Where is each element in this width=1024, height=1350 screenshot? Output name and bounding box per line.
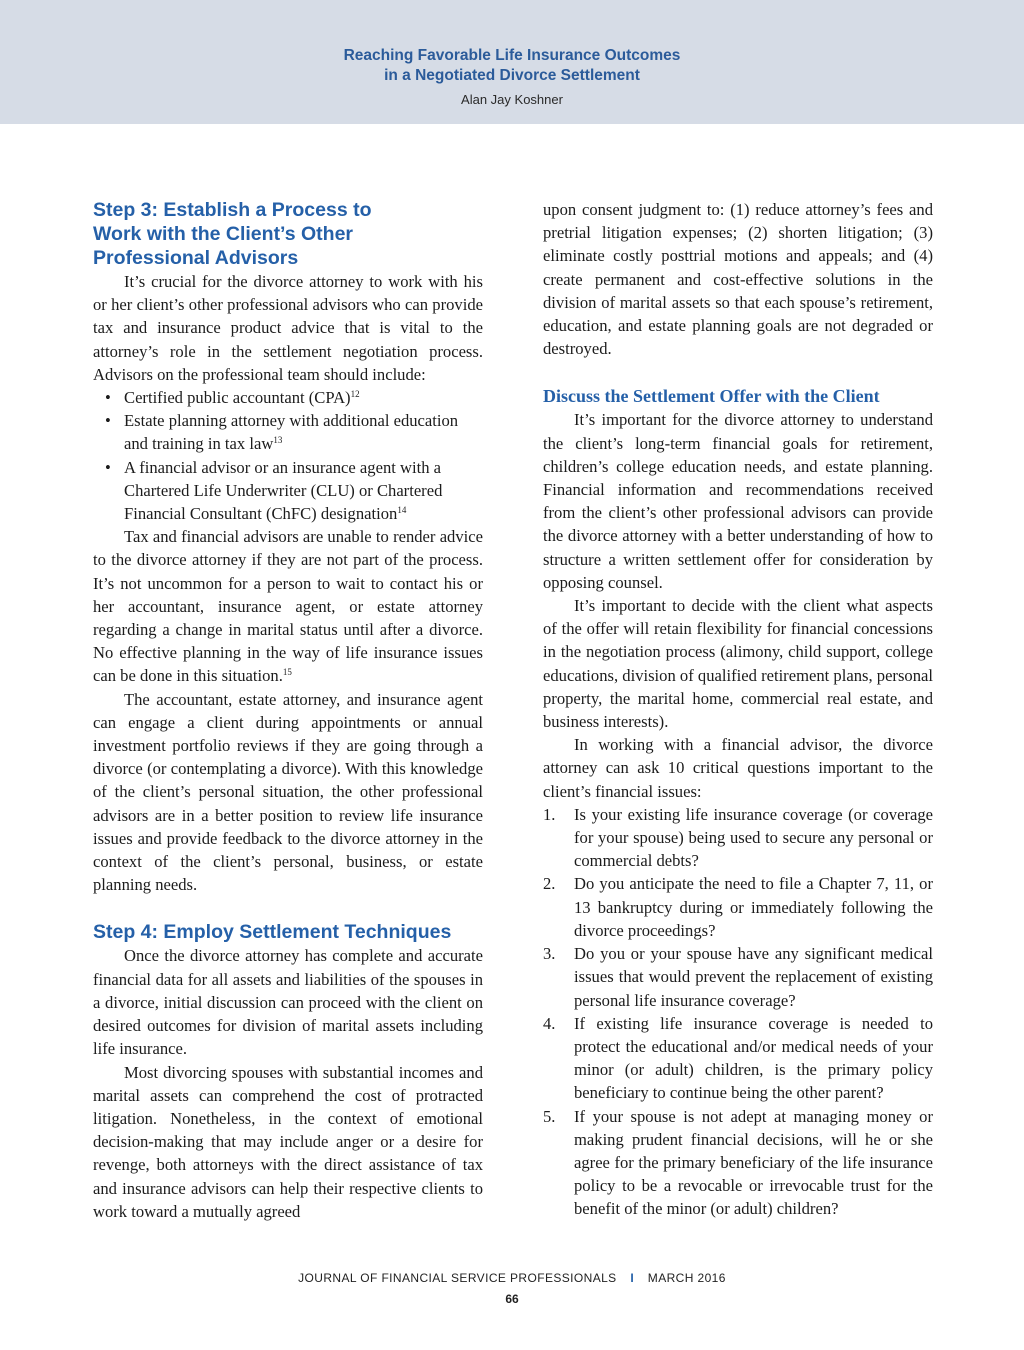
footnote-ref: 12 xyxy=(350,389,360,400)
list-item xyxy=(543,803,933,873)
paragraph: It’s crucial for the divorce attorney to work with his or her client’s other professional advisors who can provide tax and insurance product advice that is vital to the attorney’s role in the settlement negotiation process. Advisors on the professional team should include: xyxy=(93,272,483,384)
page-number: 66 xyxy=(505,1292,519,1306)
article-title-line-1: Reaching Favorable Life Insurance Outcomes xyxy=(343,47,681,64)
article-title xyxy=(0,46,1024,86)
list-number: 5. xyxy=(543,1106,556,1126)
list-number: 4. xyxy=(543,1013,556,1033)
list-item-text: Certified public accountant (CPA) xyxy=(124,388,351,408)
list-item-text: Estate planning attorney with additional education and training in tax law xyxy=(124,411,459,454)
list-item-text: Do you anticipate the need to file a Chapter 7, 11, or 13 bankruptcy during or immediately following the divorce proceedings? xyxy=(574,874,933,940)
article-author: Alan Jay Koshner xyxy=(461,92,563,107)
bullet-glyph: • xyxy=(105,457,111,477)
paragraph: It’s important for the divorce attorney to understand the client’s long-term financial goals for retirement, children’s college education needs, and estate planning. Financial information and recommendations received from the client’s other professional advisors can provide the divorce attorney with a better understanding of how to structure a written settlement offer for consideration by opposing counsel. xyxy=(543,410,933,592)
list-item xyxy=(543,1105,933,1221)
right-column xyxy=(543,198,933,1221)
paragraph: Most divorcing spouses with substantial incomes and marital assets can comprehend the cost of protracted litigation. Nonetheless, in the context of emotional decision-making that may include anger or a desire for revenge, both attorneys with the direct assistance of tax and insurance advisors can help their respective clients to work toward a mutually agreed xyxy=(93,1062,483,1221)
footer-separator: I xyxy=(630,1271,635,1285)
list-item-text: Do you or your spouse have any significant medical issues that would prevent the replacement of existing personal life insurance coverage? xyxy=(574,944,933,1010)
list-item xyxy=(93,409,483,455)
footnote-ref: 13 xyxy=(273,435,283,446)
list-item-text: If your spouse is not adept at managing money or making prudent financial decisions, will he or she agree for the primary beneficiary of the life insurance policy to be a revocable or irrevocable trust for the benefit of the minor (or adult) children? xyxy=(574,1106,933,1219)
list-item xyxy=(543,872,933,942)
step-4-heading: Step 4: Employ Settlement Techniques xyxy=(93,921,452,944)
footnote-ref: 14 xyxy=(397,505,407,516)
bullet-glyph: • xyxy=(105,411,111,431)
list-number: 2. xyxy=(543,874,556,894)
left-column xyxy=(93,198,483,1223)
journal-name: JOURNAL OF FINANCIAL SERVICE PROFESSIONALS xyxy=(298,1271,617,1285)
paragraph: Once the divorce attorney has complete and accurate financial data for all assets and liabilities of the spouses in a divorce, initial discussion can proceed with the client on desired outcomes for division of marital assets including life insurance. xyxy=(93,946,483,1059)
footnote-ref: 15 xyxy=(282,667,292,678)
step-3-heading: Step 3: Establish a Process to Work with the Client’s Other Professional Advisors xyxy=(93,199,372,269)
advisor-list xyxy=(93,386,483,525)
issue-date: MARCH 2016 xyxy=(647,1271,726,1285)
list-item xyxy=(543,1012,933,1105)
settlement-offer-subheading: Discuss the Settlement Offer with the Client xyxy=(543,386,880,407)
list-number: 3. xyxy=(543,944,556,964)
paragraph: It’s important to decide with the client what aspects of the offer will retain flexibility for financial concessions in the negotiation process (alimony, child support, college educations, division of qualified retirement plans, personal property, the marital home, commercial real estate, and business interests). xyxy=(543,596,933,732)
paragraph: In working with a financial advisor, the divorce attorney can ask 10 critical questions important to the client’s financial issues: xyxy=(543,735,933,801)
list-item xyxy=(93,386,483,409)
list-item xyxy=(543,942,933,1012)
critical-questions-list xyxy=(543,803,933,1221)
bullet-glyph: • xyxy=(105,388,111,408)
list-item-text: A financial advisor or an insurance agent with a Chartered Life Underwriter (CLU) or Chartered Financial Consultant (ChFC) designation xyxy=(124,457,443,524)
article-title-line-2: in a Negotiated Divorce Settlement xyxy=(384,67,640,84)
list-item-text: Is your existing life insurance coverage (or coverage for your spouse) being used to secure any personal or commercial debts? xyxy=(574,804,933,871)
paragraph-text: Tax and financial advisors are unable to render advice to the divorce attorney if they are not part of the process. It’s not uncommon for a person to wait to contact his or her accountant, insurance agent, or estate attorney regarding a change in marital status until after a divorce. No effective planning in the way of life insurance issues can be done in this situation. xyxy=(93,527,483,686)
list-number: 1. xyxy=(543,804,556,824)
paragraph: upon consent judgment to: (1) reduce attorney’s fees and pretrial litigation expenses; (2) shorten litigation; (3) eliminate costly posttrial motions and appeals; and (4) create permanent and cost-effective solutions in the division of marital assets so that each spouse’s retirement, education, and estate planning goals are not degraded or destroyed. xyxy=(543,200,933,359)
paragraph xyxy=(93,525,483,687)
footer-journal-line xyxy=(0,1271,1024,1285)
paragraph: The accountant, estate attorney, and insurance agent can engage a client during appointments or annual investment portfolio reviews if they are going through a divorce (or contemplating a divorce). With this knowledge of the client’s personal situation, the other professional advisors are in a better position to review life insurance issues and provide feedback to the divorce attorney in the context of the client’s personal, business, or estate planning needs. xyxy=(93,689,483,895)
list-item xyxy=(93,456,483,526)
list-item-text: If existing life insurance coverage is needed to protect the educational and/or medical needs of your minor (or adult) children, is the primary policy beneficiary to continue being the other parent? xyxy=(574,1013,933,1103)
